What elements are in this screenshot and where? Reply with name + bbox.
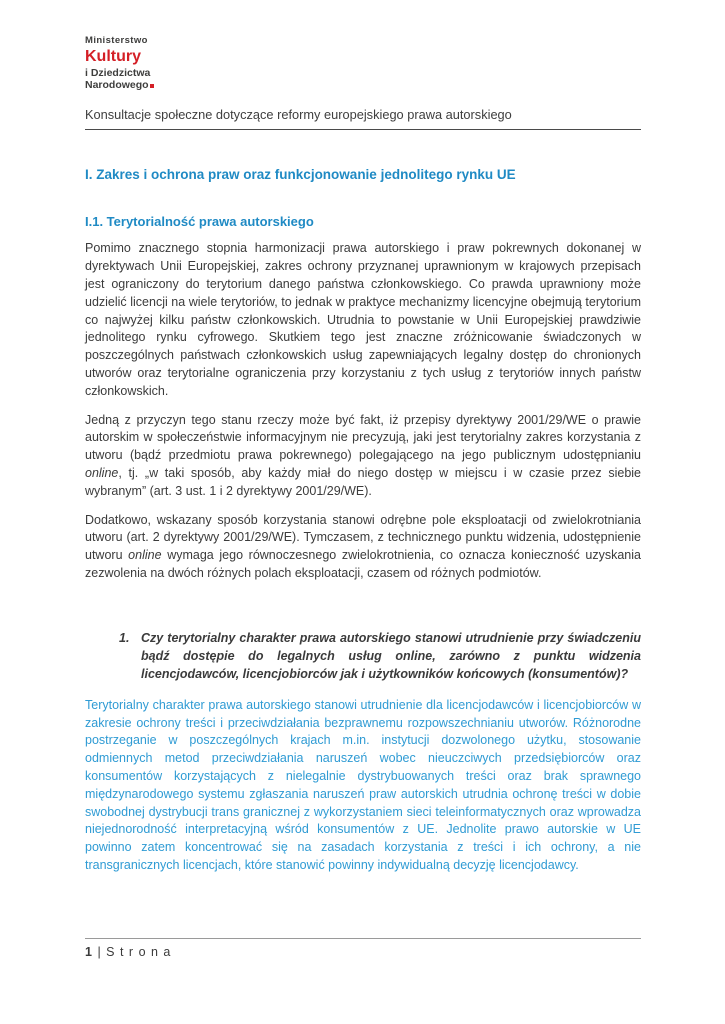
body-paragraph bbox=[85, 240, 641, 400]
question-number: 1. bbox=[119, 630, 130, 645]
logo-line-dziedzictwa: i Dziedzictwa bbox=[85, 67, 151, 80]
logo-line-kultury: Kultury bbox=[85, 47, 141, 65]
logo-line-narodowego bbox=[85, 79, 641, 91]
body-text: Dodatkowo, wskazany sposób korzystania stanowi odrębne pole eksploatacji od zwielokrotniania utworu (art. 2 dyrektywy 2001/29/WE). Tymczasem, z technicznego punktu widzenia, udostępnienie utworu bbox=[85, 512, 641, 563]
footer-label: S t r o n a bbox=[106, 945, 172, 959]
section-heading: I. Zakres i ochrona praw oraz funkcjonowanie jednolitego rynku UE bbox=[85, 167, 516, 183]
body-paragraph bbox=[85, 512, 641, 583]
footer-separator: | bbox=[97, 945, 101, 959]
body-text-italic: online bbox=[128, 548, 162, 563]
answer-paragraph: Terytorialny charakter prawa autorskiego stanowi utrudnienie dla licencjodawców i licencjobiorców w zakresie ochrony treści i przeciwdziałania bezprawnemu rozpowszechnianiu utworów. Różnorodne postrzeganie w poszczególnych krajach m.in. instytucji dozwolonego użytku, stosowanie odmiennych metod przeciwdziałania naruszeń wobec nieuczciwych przedsiębiorców oraz konsumentów korzystających z nielegalnie dystrybuowanych treści oraz brak sprawnego międzynarodowego systemu zgłaszania naruszeń praw autorskich utrudnia ochronę treści w dobie swobodnej dystrybucji trans granicznej z wykorzystaniem sieci teleinformatycznych oraz wprowadza niejednorodność interpretacyjną wśród konsumentów z UE. Jednolite prawo autorskie w UE powinno zatem koncentrować się na zasadach korzystania z treści i ich ochrony, a nie transgranicznych licencjach, które stanowić powinny indywidualną decyzję licencjodawcy. bbox=[85, 697, 641, 872]
body-text-italic: online bbox=[85, 466, 119, 480]
ministry-logo bbox=[85, 36, 641, 91]
body-text: Jedną z przyczyn tego stanu rzeczy może być fakt, iż przepisy dyrektywy 2001/29/WE o prawie autorskim w społeczeństwie informacyjnym nie precyzują, jaki jest terytorialny zakres korzystania z utworu (bądź przedmiotu prawa pokrewnego) polegającego na jego publicznym udostępnianiu bbox=[85, 412, 641, 463]
body-paragraph bbox=[85, 412, 641, 501]
document-header bbox=[85, 107, 641, 130]
body-text: , tj. „w taki sposób, aby każdy miał do niego dostęp w miejscu i w czasie przez siebie wybranym” (art. 3 ust. 1 i 2 dyrektywy 2001/29/WE). bbox=[85, 466, 641, 498]
document-header-title: Konsultacje społeczne dotyczące reformy europejskiego prawa autorskiego bbox=[85, 107, 512, 123]
question-item bbox=[119, 629, 641, 683]
logo-red-square-icon bbox=[150, 84, 154, 88]
body-text: Pomimo znacznego stopnia harmonizacji prawa autorskiego i praw pokrewnych dokonanej w dyrektywach Unii Europejskiej, zakres ochrony przyznanej uprawnionym w krajowych przepisach jest ograniczony do terytorium danego państwa członkowskiego. Co prawda uprawniony może udzielić licencji na wiele terytoriów, to jednak w praktyce mechanizmy licencyjne obejmują terytorium co najwyżej kilku państw członkowskich. Utrudnia to powstanie w Unii Europejskiej prawdziwie jednolitego rynku cyfrowego. Skutkiem tego jest znaczne zróżnicowanie świadczonych w poszczególnych państwach członkowskich usług zapewniających legalny dostęp do chronionych utworów oraz terytorialne ograniczenia przy korzystaniu z tych usług z terytoriów innych państw członkowskich. bbox=[85, 241, 641, 398]
body-text: wymaga jego równoczesnego zwielokrotnienia, co oznacza konieczność uzyskania zezwolenia na dwóch różnych polach eksploatacji, czasem od różnych podmiotów. bbox=[85, 548, 641, 580]
question-text: Czy terytorialny charakter prawa autorskiego stanowi utrudnienie przy świadczeniu bądź dostępie do legalnych usług online, zarówno z punktu widzenia licencjodawców, licencjobiorców jak i użytkowników końcowych (konsumentów)? bbox=[141, 630, 641, 681]
page-number: 1 bbox=[85, 945, 92, 959]
logo-line-ministerstwo: Ministerstwo bbox=[85, 35, 148, 46]
logo-narodowego-text: Narodowego bbox=[85, 79, 149, 92]
subsection-heading: I.1. Terytorialność prawa autorskiego bbox=[85, 214, 314, 230]
body-paragraphs bbox=[85, 240, 641, 582]
page-footer bbox=[85, 938, 641, 959]
